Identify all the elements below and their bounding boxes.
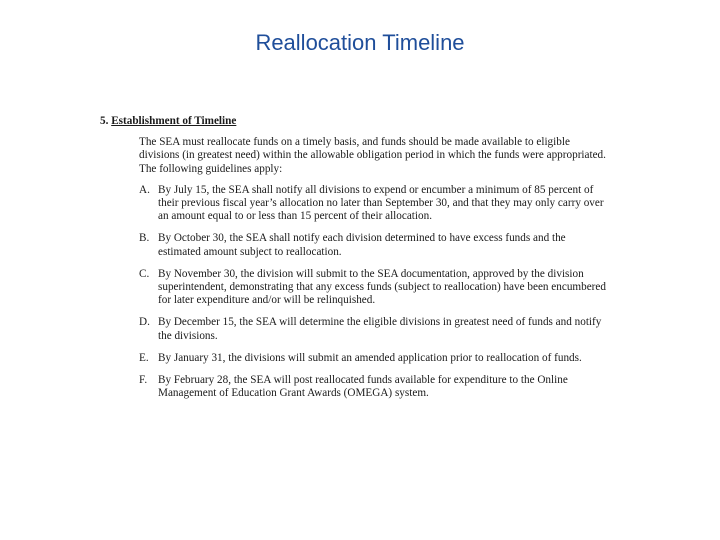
guideline-text: By July 15, the SEA shall notify all divisions to expend or encumber a minimum of 85 percent of their previous fiscal year’s allocation no later than September 30, and that they may only carry over an amount equal to or less than 15 percent of their allocation. (158, 183, 604, 223)
section-number: 5. (100, 115, 109, 127)
guideline-letter: D. (139, 316, 150, 329)
guideline-item-d (100, 316, 620, 342)
guideline-text: By February 28, the SEA will post reallocated funds available for expenditure to the Online Management of Education Grant Awards (OMEGA) system. (158, 374, 568, 400)
guideline-item-c (100, 268, 620, 308)
slide-title: Reallocation Timeline (255, 30, 465, 55)
guideline-item-b (100, 232, 620, 258)
guideline-letter: F. (139, 374, 148, 387)
guideline-item-a (100, 184, 620, 224)
intro-paragraph: The SEA must reallocate funds on a timely basis, and funds should be made available to eligible divisions (in greatest need) within the allowable obligation period in which the funds were appropriated. The following guidelines apply: (139, 136, 606, 175)
guideline-text: By January 31, the divisions will submit an amended application prior to reallocation of funds. (158, 351, 582, 364)
guideline-text: By October 30, the SEA shall notify each division determined to have excess funds and the estimated amount subject to reallocation. (158, 232, 566, 258)
guideline-letter: A. (139, 183, 150, 196)
guideline-letter: B. (139, 232, 150, 245)
guideline-text: By November 30, the division will submit to the SEA documentation, approved by the division superintendent, demonstrating that any excess funds (subject to reallocation) have been encumbered for later expenditure and/or will be relinquished. (158, 267, 606, 307)
guideline-letter: C. (139, 267, 150, 280)
guideline-text: By December 15, the SEA will determine the eligible divisions in greatest need of funds and notify the divisions. (158, 316, 602, 342)
guideline-letter: E. (139, 351, 149, 364)
section-heading (100, 115, 620, 128)
guideline-item-f (100, 374, 620, 400)
document-excerpt (100, 115, 620, 409)
section-heading-text: Establishment of Timeline (111, 115, 237, 127)
guideline-item-e (100, 352, 620, 365)
